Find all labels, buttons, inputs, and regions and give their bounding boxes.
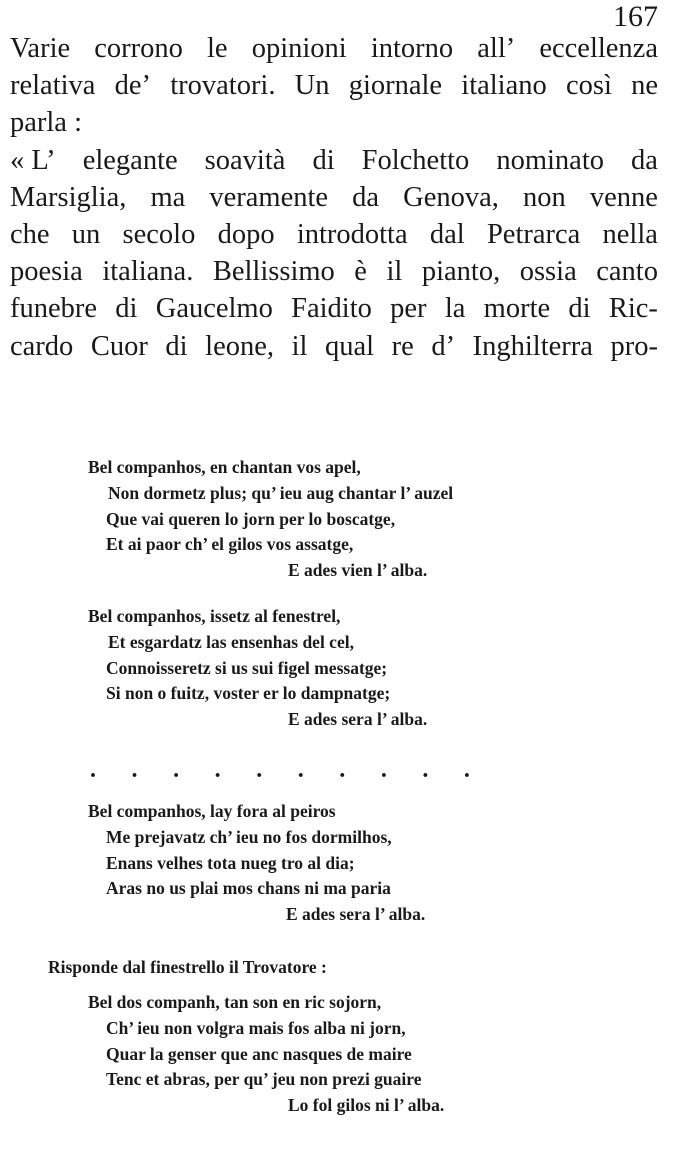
- prose-line: [10, 290, 658, 327]
- prose-word: Gaucelmo: [155, 293, 273, 325]
- reply-intro-line: Risponde dal finestrello il Trovatore :: [48, 957, 327, 977]
- verse-line: Quar la genser que anc nasques de maire: [106, 1043, 412, 1064]
- ellipsis-dot: .: [90, 757, 96, 783]
- prose-word: ne: [631, 70, 658, 102]
- prose-line: [10, 142, 658, 179]
- verse-line: Bel companhos, issetz al fenestrel,: [88, 606, 341, 626]
- verse-line: Aras no us plai mos chans ni ma paria: [106, 878, 391, 899]
- verse-line: Connoisseretz si us sui figel messatge;: [106, 657, 388, 678]
- prose-word: per: [390, 293, 427, 325]
- reply-intro: [0, 955, 696, 981]
- prose-line: [10, 253, 658, 290]
- prose-word: è: [354, 256, 367, 288]
- prose-word: che: [10, 219, 50, 251]
- verse-line: Si non o fuitz, voster er lo dampnatge;: [106, 683, 391, 704]
- prose-word: di: [165, 330, 188, 362]
- prose-word: un: [71, 219, 101, 251]
- prose-word: Genova,: [403, 181, 499, 213]
- prose-word: « L’: [10, 144, 56, 176]
- prose-word: cardo: [10, 330, 74, 362]
- stanza-4: [0, 990, 696, 1119]
- verse-line: Et esgardatz las ensenhas del cel,: [108, 631, 354, 652]
- ellipsis-row: [90, 757, 470, 784]
- verse-line: Me prejavatz ch’ ieu no fos dormilhos,: [106, 826, 392, 847]
- verse-refrain: E ades sera l’ alba.: [288, 709, 428, 730]
- verse-refrain: Lo fol gilos ni l’ alba.: [288, 1095, 445, 1116]
- prose-word: leone,: [205, 330, 274, 362]
- prose-word: così: [565, 70, 612, 102]
- verse-line: Que vai queren lo jorn per lo boscatge,: [106, 508, 396, 529]
- prose-word: ossia: [519, 256, 577, 288]
- ellipsis-dot: .: [214, 757, 221, 783]
- prose-word: il: [386, 256, 403, 288]
- prose-word: le: [207, 33, 228, 64]
- ellipsis-dot: .: [463, 757, 470, 783]
- prose-word: eccellenza: [539, 33, 658, 64]
- prose-word: Folchetto: [361, 144, 470, 176]
- prose-word: morte: [483, 293, 551, 325]
- prose-line: [10, 30, 658, 67]
- prose-word: la: [444, 293, 466, 325]
- prose-word: trovatori.: [170, 70, 276, 102]
- prose-word: il: [291, 330, 308, 362]
- stanza-1: [0, 455, 696, 584]
- prose-word: elegante: [82, 144, 178, 176]
- prose-word: venne: [589, 181, 658, 213]
- prose-word: poesia: [10, 256, 83, 288]
- prose-word: da: [631, 144, 658, 176]
- prose-word: veramente: [209, 181, 329, 213]
- prose-word: parla :: [10, 107, 83, 139]
- ellipsis-dot: .: [422, 757, 429, 783]
- verse-line: Ch’ ieu non volgra mais fos alba ni jorn,: [106, 1017, 406, 1038]
- prose-word: Petrarca: [486, 219, 581, 251]
- prose-line: [10, 216, 658, 253]
- prose-word: non: [523, 181, 566, 213]
- prose-word: di: [568, 293, 591, 325]
- verse-refrain: E ades sera l’ alba.: [286, 904, 426, 925]
- prose-word: Inghilterra: [472, 330, 593, 362]
- prose-word: pianto,: [421, 256, 501, 288]
- prose-word: dopo: [217, 219, 275, 251]
- verse-line: Tenc et abras, per qu’ jeu non prezi guaire: [106, 1069, 422, 1090]
- verse-line: Bel dos companh, tan son en ric sojorn,: [88, 992, 382, 1012]
- prose-word: dal: [429, 219, 465, 251]
- prose-word: italiano: [461, 70, 547, 102]
- prose-word: Un: [294, 70, 330, 102]
- ellipsis-dot: .: [256, 757, 263, 783]
- prose-line: [10, 67, 658, 104]
- prose-line: [10, 104, 658, 141]
- prose-word: nella: [602, 219, 658, 251]
- prose-word: Varie: [10, 33, 71, 64]
- prose-paragraph: [10, 30, 658, 365]
- prose-word: secolo: [122, 219, 196, 251]
- prose-word: Bellissimo: [212, 256, 335, 288]
- ellipsis-dot: .: [173, 757, 180, 783]
- ellipsis-dot: .: [339, 757, 346, 783]
- prose-line: [10, 328, 658, 365]
- prose-word: Ric-: [608, 293, 658, 325]
- prose-word: giornale: [348, 70, 443, 102]
- prose-word: corrono: [94, 33, 183, 64]
- prose-word: Marsiglia,: [10, 181, 127, 213]
- stanza-2: [0, 604, 696, 733]
- prose-word: di: [115, 293, 138, 325]
- ellipsis-dot: .: [297, 757, 304, 783]
- prose-word: intorno: [370, 33, 454, 64]
- prose-word: ma: [150, 181, 186, 213]
- prose-word: opinioni: [251, 33, 347, 64]
- prose-word: re: [391, 330, 414, 362]
- prose-word: nominato: [496, 144, 604, 176]
- verse-line: Et ai paor ch’ el gilos vos assatge,: [106, 534, 354, 555]
- prose-word: introdotta: [296, 219, 408, 251]
- prose-word: canto: [596, 256, 658, 288]
- verse-line: Non dormetz plus; qu’ ieu aug chantar l’ auzel: [108, 482, 454, 503]
- prose-word: pro-: [610, 330, 658, 362]
- page-number: 167: [613, 0, 658, 33]
- verse-refrain: E ades vien l’ alba.: [288, 560, 428, 581]
- ellipsis-dot: .: [380, 757, 387, 783]
- prose-word: soavità: [204, 144, 286, 176]
- prose-word: de’: [114, 70, 152, 102]
- prose-word: Cuor: [90, 330, 148, 362]
- prose-word: italiana.: [102, 256, 194, 288]
- prose-word: relativa: [10, 70, 96, 102]
- ellipsis-dot: .: [131, 757, 138, 783]
- prose-word: funebre: [10, 293, 98, 325]
- prose-word: d’: [431, 330, 456, 362]
- verse-line: Bel companhos, en chantan vos apel,: [88, 457, 361, 477]
- verse-line: Enans velhes tota nueg tro al dia;: [106, 852, 355, 873]
- stanza-3: [0, 799, 696, 928]
- prose-word: da: [352, 181, 380, 213]
- prose-word: Faidito: [291, 293, 372, 325]
- prose-word: di: [312, 144, 335, 176]
- prose-line: [10, 179, 658, 216]
- prose-word: all’: [477, 33, 516, 64]
- prose-word: qual: [324, 330, 375, 362]
- verse-line: Bel companhos, lay fora al peiros: [88, 801, 336, 821]
